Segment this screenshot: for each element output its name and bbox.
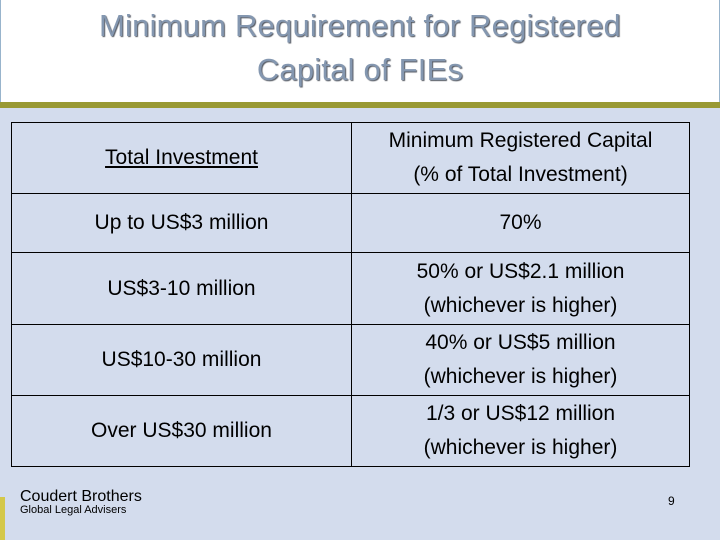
table-header-row bbox=[12, 123, 690, 194]
investment-cell: Over US$30 million bbox=[12, 396, 352, 467]
slide-title-line-2: Capital of FIEs bbox=[256, 52, 464, 87]
capital-cell bbox=[352, 253, 690, 325]
capital-cell bbox=[352, 194, 690, 253]
header-total-investment-label: Total Investment bbox=[105, 146, 258, 169]
table-row bbox=[12, 253, 690, 325]
capital-cell-line-1: 40% or US$5 million bbox=[425, 331, 616, 354]
page-number: 9 bbox=[668, 494, 675, 508]
slide-title bbox=[1, 4, 719, 92]
capital-cell bbox=[352, 325, 690, 396]
capital-requirement-table bbox=[11, 122, 690, 467]
header-minimum-capital-line-1: Minimum Registered Capital bbox=[388, 129, 653, 152]
table-row bbox=[12, 194, 690, 253]
investment-cell: US$3-10 million bbox=[12, 253, 352, 325]
table-row bbox=[12, 396, 690, 467]
investment-cell: US$10-30 million bbox=[12, 325, 352, 396]
firm-tagline: Global Legal Advisers bbox=[20, 504, 127, 516]
investment-cell: Up to US$3 million bbox=[12, 194, 352, 253]
left-accent-bar bbox=[0, 497, 5, 540]
title-divider-bar bbox=[0, 102, 720, 108]
capital-cell-line-2: (whichever is higher) bbox=[423, 436, 618, 459]
slide-title-line-1: Minimum Requirement for Registered bbox=[99, 8, 621, 43]
header-minimum-capital-line-2: (% of Total Investment) bbox=[413, 163, 628, 186]
capital-cell-line-1: 50% or US$2.1 million bbox=[416, 259, 625, 283]
firm-name: Coudert Brothers bbox=[20, 488, 142, 505]
table-row bbox=[12, 325, 690, 396]
header-total-investment bbox=[12, 123, 352, 194]
title-area bbox=[0, 0, 720, 102]
capital-cell-line-1: 1/3 or US$12 million bbox=[425, 402, 616, 425]
header-minimum-capital bbox=[352, 123, 690, 194]
capital-cell-line-2: (whichever is higher) bbox=[423, 293, 618, 317]
capital-cell-line-2: (whichever is higher) bbox=[423, 365, 618, 388]
capital-cell-line-1: 70% bbox=[499, 211, 542, 234]
capital-cell bbox=[352, 396, 690, 467]
